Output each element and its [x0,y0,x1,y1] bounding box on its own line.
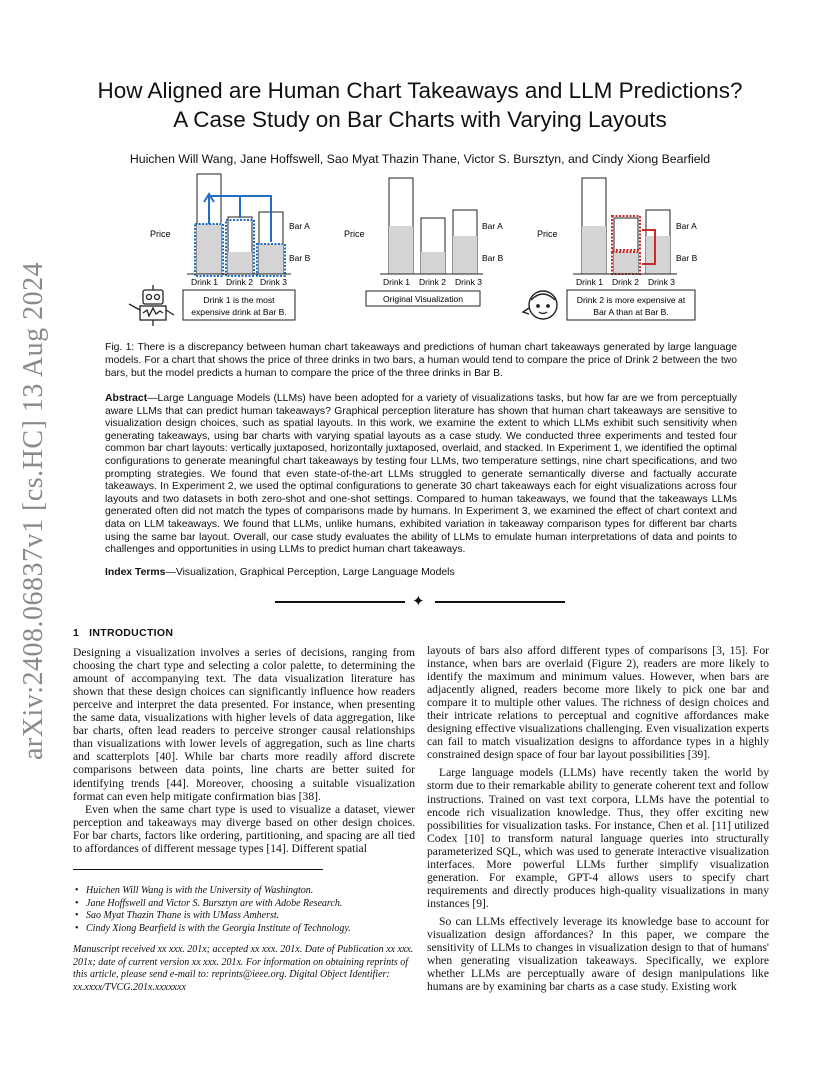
x-tick-label: Drink 2 [419,277,446,287]
paragraph: Even when the same chart type is used to visualize a dataset, viewer perception and takeaways may diverge based on other design choices. For bar charts, factors like ordering, partitioning, and spacing are all tied to affordances of different message types [14]. Different spatial [73,802,415,855]
bar-fill-drink1 [389,226,413,274]
legend-bar-a: Bar A [482,221,503,231]
teaser-figure [105,172,745,342]
y-axis-label: Price [150,229,171,239]
legend-bar-a: Bar A [289,221,310,231]
section-heading [73,627,415,640]
bar-fill-drink3 [453,236,477,274]
robot-icon [129,285,174,326]
paragraph: Large language models (LLMs) have recently taken the world by storm due to their remarkable ability to generate coherent text and follow instructions. Trained on vast text corpora, LLMs have the potential to encode rich visualization knowledge. Thus, they offer exciting new possibilities for visualization tasks. For instance, Chen et al. [11] utilized Codex [10] to transform natural language queries into structurally parameterized SQL, which was used to generate interactive visualization interfaces. More powerful LLMs further simplify visualization generation. For example, GPT-4 allows users to specify chart requirements and directly produces high-quality visualizations in many instances [9]. [427,766,769,910]
human-face-icon [523,291,557,319]
abstract-text: —Large Language Models (LLMs) have been adopted for a variety of visualizations tasks, but how far are we from perceptually aware LLMs that can predict human takeaways? Graphical perception literature has shown that human chart takeaways are sensitive to visualization design choices, such as spatial layouts. In this work, we examine the extent to which LLMs exhibit such sensitivity when generating takeaways, using bar charts with varying spatial layouts as a case study. We conducted three experiments and tested four common bar chart layouts: vertically juxtaposed, horizontally juxtaposed, overlaid, and stacked. In Experiment 1, we identified the optimal configurations to generate meaningful chart takeaways by testing four LLMs, two temperature settings, nine chart specifications, and two prompting strategies. We found that even state-of-the-art LLMs struggled to generate semantically diverse and factually accurate takeaways. In Experiment 2, we used the optimal configurations to generate 30 chart takeaways each for eight visualizations across four layouts and two datasets in both zero-shot and one-shot settings. Compared to human takeaways, we found that the takeaways LLMs generated often did not match the types of comparisons made by humans. In Experiment 3, we examined the effect of chart context and data on LLM takeaways. We found that LLMs, unlike humans, exhibited variation in takeaway comparison types for different bar charts using the same bar layout. Overall, our case study evaluates the ability of LLMs to emulate human interpretations of data and points to challenges and opportunities in using LLMs to predict human chart takeaways. [105,393,737,556]
caption-text: There is a discrepancy between human chart takeaways and predictions of human chart takeaways generated by large language models. For a chart that shows the price of three drinks in two bars, a human would tend to compare the price of Drink 2 between the two bars, but the model predicts a human to compare the price of the three drinks in Bar B. [105,342,738,379]
x-tick-label: Drink 3 [455,277,482,287]
index-terms-text: —Visualization, Graphical Perception, Large Language Models [165,567,455,578]
bar-fill-drink2 [228,252,252,274]
title-line-2: A Case Study on Bar Charts with Varying Layouts [173,107,667,132]
caption-label: Fig. 1: [105,342,135,353]
footnote-item: • Huichen Will Wang is with the University of Washington. [73,885,415,898]
x-tick-label: Drink 2 [226,277,253,287]
bar-fill-drink2 [614,252,638,274]
section-title: INTRODUCTION [89,627,174,639]
divider-line-left [275,601,405,603]
section-number: 1 [73,627,80,639]
arxiv-identifier-stamp: arXiv:2408.06837v1 [cs.HC] 13 Aug 2024 [18,261,49,760]
x-tick-label: Drink 1 [191,277,218,287]
diamond-ornament-icon: ✦ [412,592,425,610]
x-tick-label: Drink 2 [612,277,639,287]
footnote-item: • Sao Myat Thazin Thane is with UMass Amherst. [73,910,415,923]
footnote-item: • Jane Hoffswell and Victor S. Bursztyn are with Adobe Research. [73,898,415,911]
legend-bar-b: Bar B [482,253,504,263]
robot-takeaway-line2: expensive drink at Bar B. [191,307,287,317]
author-list: Huichen Will Wang, Jane Hoffswell, Sao Myat Thazin Thane, Victor S. Bursztyn, and Cindy Xiong Bearfield [129,152,711,166]
paragraph: layouts of bars also afford different types of comparisons [3, 15]. For instance, when bars are overlaid (Figure 2), readers are more likely to identify the maximum and minimum values. However, when bars are adjacently aligned, readers become more likely to pick one bar and compare it to multiple other values. The richness of design choices and their intricate relations to perceptual and cognitive affordances make designing effective visualizations challenging. Even visualization experts can fail to match visualization designs to affordance types in a highly constrained design space of four bar layout possibilities [39]. [427,644,769,762]
figure-panel-human [523,178,698,320]
paragraph: Designing a visualization involves a series of decisions, ranging from choosing the chart type and selecting a color palette, to determining the amount of accompanying text. The data visualization literature has shown that these design choices can significantly influence how readers perceive and interpret the data presented. For instance, when presenting the same data, visualizations with higher levels of data aggregation, like bar charts, often lead readers to perceive stronger causal relationships than visualizations with lower levels of aggregation, such as line charts and scatterplots [40]. While bar charts more readily afford discrete comparisons between data points, line charts are better suited for identifying trends [44]. Moreover, choosing a suitable visualization format can even help mitigate confirmation bias [38]. [73,646,415,803]
section-divider [275,594,565,610]
x-tick-label: Drink 1 [383,277,410,287]
body-column-right [427,644,769,993]
legend-bar-a: Bar A [676,221,697,231]
abstract [105,393,737,557]
index-terms-label: Index Terms [105,567,166,578]
y-axis-label: Price [344,229,365,239]
human-takeaway-line2: Bar A than at Bar B. [593,307,669,317]
figure-panel-original [344,178,504,306]
paper-title [70,76,770,134]
robot-takeaway-line1: Drink 1 is the most [203,295,275,305]
paragraph: So can LLMs effectively leverage its knowledge base to account for visualization design affordances? In this paper, we compare the sensitivity of LLMs to changes in visualization design to that of humans' when generating visualization takeaways. Specifically, we explore whether LLMs are perceptually aware of design manipulations like humans are by examining bar charts as a case study. Existing work [427,914,769,994]
abstract-label: Abstract [105,393,148,404]
x-tick-label: Drink 3 [648,277,675,287]
divider-line-right [435,601,565,603]
x-tick-label: Drink 1 [576,277,603,287]
legend-bar-b: Bar B [676,253,698,263]
bar-fill-drink3 [646,236,670,274]
bar-fill-drink1 [197,224,221,274]
affiliation-footnotes [73,885,415,935]
x-tick-label: Drink 3 [260,277,287,287]
manuscript-note: Manuscript received xx xxx. 201x; accepted xx xxx. 201x. Date of Publication xx xxx. 201x; date of current version xx xxx. 201x. For information on obtaining reprints of this article, please send e-mail to: reprints@ieee.org. Digital Object Identifier: xx.xxxx/TVCG.201x.xxxxxxx [73,944,414,993]
bar-fill-drink3 [259,244,283,274]
footnote-rule [73,869,323,870]
human-takeaway-line1: Drink 2 is more expensive at [576,295,686,305]
title-line-1: How Aligned are Human Chart Takeaways and LLM Predictions? [97,78,743,103]
figure-panel-human-robot [129,174,311,326]
footnote-item: • Cindy Xiong Bearfield is with the Georgia Institute of Technology. [73,923,415,936]
original-visualization-label: Original Visualization [382,294,464,304]
bar-fill-drink2 [421,252,445,274]
y-axis-label: Price [537,229,558,239]
legend-bar-b: Bar B [289,253,311,263]
index-terms [105,567,737,578]
figure-caption [105,341,737,380]
body-column-left [73,627,415,855]
bar-fill-drink1 [582,226,606,274]
